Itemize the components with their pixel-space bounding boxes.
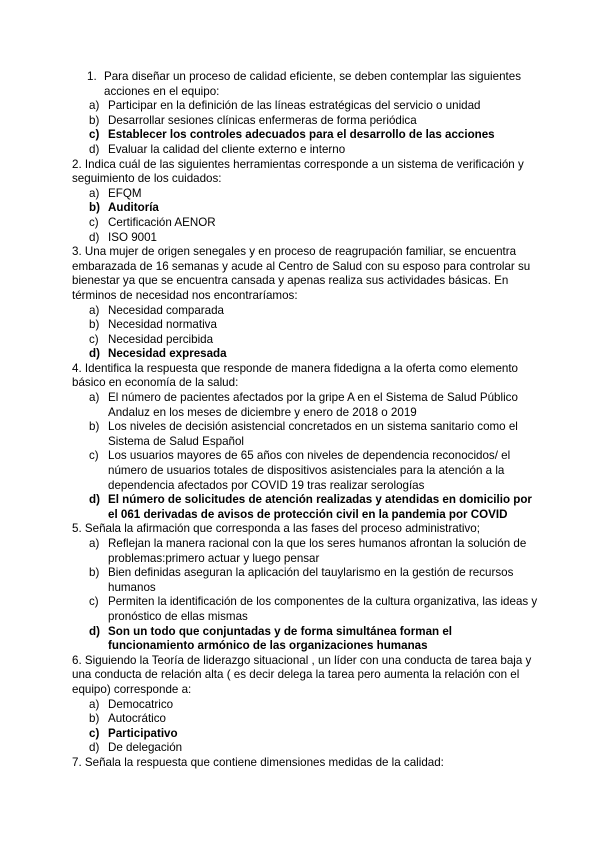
option-marker: a): [89, 391, 100, 405]
option-text: Necesidad expresada: [108, 347, 227, 361]
option-d: [89, 231, 540, 246]
option-marker: a): [89, 99, 100, 113]
option-a: [89, 99, 540, 114]
option-b: [89, 420, 540, 449]
option-marker: a): [89, 186, 100, 200]
option-text: Auditoría: [108, 201, 159, 215]
question-2-text: 2. Indica cuál de las siguientes herramientas corresponde a un sistema de verificación y seguimiento de los cuidados:: [72, 157, 524, 186]
option-marker: c): [89, 332, 99, 346]
option-d-correct: [89, 625, 540, 654]
question-1: [72, 70, 540, 99]
question-7-text: 7. Señala la respuesta que contiene dimensiones medidas de la calidad:: [72, 755, 444, 769]
option-a: [89, 187, 540, 202]
option-c-correct: [89, 727, 540, 742]
option-a: [89, 698, 540, 713]
question-5-options: [72, 537, 540, 654]
option-c: [89, 216, 540, 231]
option-a: [89, 391, 540, 420]
option-text: Permiten la identificación de los componentes de la cultura organizativa, las ideas y pronóstico de ellas mismas: [108, 595, 538, 623]
option-marker: d): [89, 347, 100, 361]
option-marker: d): [89, 493, 100, 507]
option-d: [89, 741, 540, 756]
question-3-options: [72, 304, 540, 362]
option-a: [89, 304, 540, 319]
option-text: Participativo: [108, 726, 178, 740]
option-d-correct: [89, 347, 540, 362]
option-text: ISO 9001: [108, 230, 157, 244]
option-marker: d): [89, 142, 100, 156]
question-3-text: 3. Una mujer de origen senegales y en proceso de reagrupación familiar, se encuentra embarazada de 16 semanas y acude al Centro de Salud con su esposo para controlar su bienestar ya que se encuentra cansada y apenas realiza sus actividades básicas. En términos de necesidad nos encontraríamos:: [72, 245, 531, 302]
option-text: Necesidad comparada: [108, 303, 225, 317]
option-b: [89, 318, 540, 333]
option-text: Participar en la definición de las líneas estratégicas del servicio o unidad: [108, 99, 481, 113]
option-text: Evaluar la calidad del cliente externo e interno: [108, 142, 346, 156]
option-marker: c): [89, 128, 100, 142]
option-text: EFQM: [108, 186, 142, 200]
option-marker: b): [89, 113, 100, 127]
option-b: [89, 114, 540, 129]
option-marker: c): [89, 215, 99, 229]
option-text: Los usuarios mayores de 65 años con niveles de dependencia reconocidos/ el número de usuarios totales de dispositivos asistenciales para la atención a la dependencia afectados por COVID 19 tras realizar serologías: [108, 449, 511, 492]
option-marker: d): [89, 741, 100, 755]
option-marker: d): [89, 624, 100, 638]
option-text: Necesidad percibida: [108, 332, 214, 346]
option-text: Son un todo que conjuntadas y de forma simultánea forman el funcionamiento armónico de las organizaciones humanas: [108, 624, 452, 653]
option-marker: b): [89, 420, 100, 434]
question-6-options: [72, 698, 540, 756]
option-c: [89, 449, 540, 493]
option-c-correct: [89, 128, 540, 143]
option-text: Bien definidas aseguran la aplicación del tauylarismo en la gestión de recursos humanos: [108, 566, 514, 594]
option-text: El número de pacientes afectados por la gripe A en el Sistema de Salud Público Andaluz en los meses de diciembre y enero de 2018 o 2019: [108, 391, 518, 419]
option-marker: a): [89, 303, 100, 317]
option-d-correct: [89, 493, 540, 522]
question-4-text: 4. Identifica la respuesta que responde de manera fidedigna a la oferta como elemento básico en economía de la salud:: [72, 361, 519, 390]
option-text: Los niveles de decisión asistencial concretados en un sistema sanitario como el Sistema de Salud Español: [108, 420, 518, 448]
option-text: Democatrico: [108, 697, 174, 711]
option-d: [89, 143, 540, 158]
option-b: [89, 566, 540, 595]
option-a: [89, 537, 540, 566]
question-6-text: 6. Siguiendo la Teoría de liderazgo situacional , un líder con una conducta de tarea baja y una conducta de relación alta ( es decir delega la tarea pero aumenta la relación con el equipo) corresponde a:: [72, 653, 532, 696]
question-5-text: 5. Señala la afirmación que corresponda a las fases del proceso administrativo;: [72, 522, 480, 536]
question-number: 1.: [87, 70, 97, 83]
option-text: Autocrático: [108, 712, 166, 726]
question-1-options: [72, 99, 540, 157]
option-marker: b): [89, 712, 100, 726]
option-text: Establecer los controles adecuados para el desarrollo de las acciones: [108, 128, 495, 142]
option-marker: c): [89, 595, 99, 609]
option-b: [89, 712, 540, 727]
option-text: Necesidad normativa: [108, 318, 217, 332]
option-text: Reflejan la manera racional con la que los seres humanos afrontan la solución de problemas:primero actuar y luego pensar: [108, 537, 527, 565]
option-text: El número de solicitudes de atención realizadas y atendidas en domicilio por el 061 derivadas de avisos de protección civil en la pandemia por COVID: [108, 493, 532, 521]
option-marker: a): [89, 697, 100, 711]
option-text: De delegación: [108, 741, 183, 755]
option-b-correct: [89, 201, 540, 216]
option-marker: b): [89, 566, 100, 580]
option-c: [89, 595, 540, 624]
option-text: Certificación AENOR: [108, 215, 216, 229]
option-marker: c): [89, 449, 99, 463]
option-c: [89, 333, 540, 348]
question-2-options: [72, 187, 540, 245]
option-marker: b): [89, 201, 100, 215]
option-marker: d): [89, 230, 100, 244]
question-4-options: [72, 391, 540, 522]
option-text: Desarrollar sesiones clínicas enfermeras de forma periódica: [108, 113, 417, 127]
question-text: Para diseñar un proceso de calidad eficiente, se deben contemplar las siguientes acciones en el equipo:: [104, 70, 521, 98]
option-marker: a): [89, 537, 100, 550]
option-marker: c): [89, 726, 100, 740]
option-marker: b): [89, 318, 100, 332]
